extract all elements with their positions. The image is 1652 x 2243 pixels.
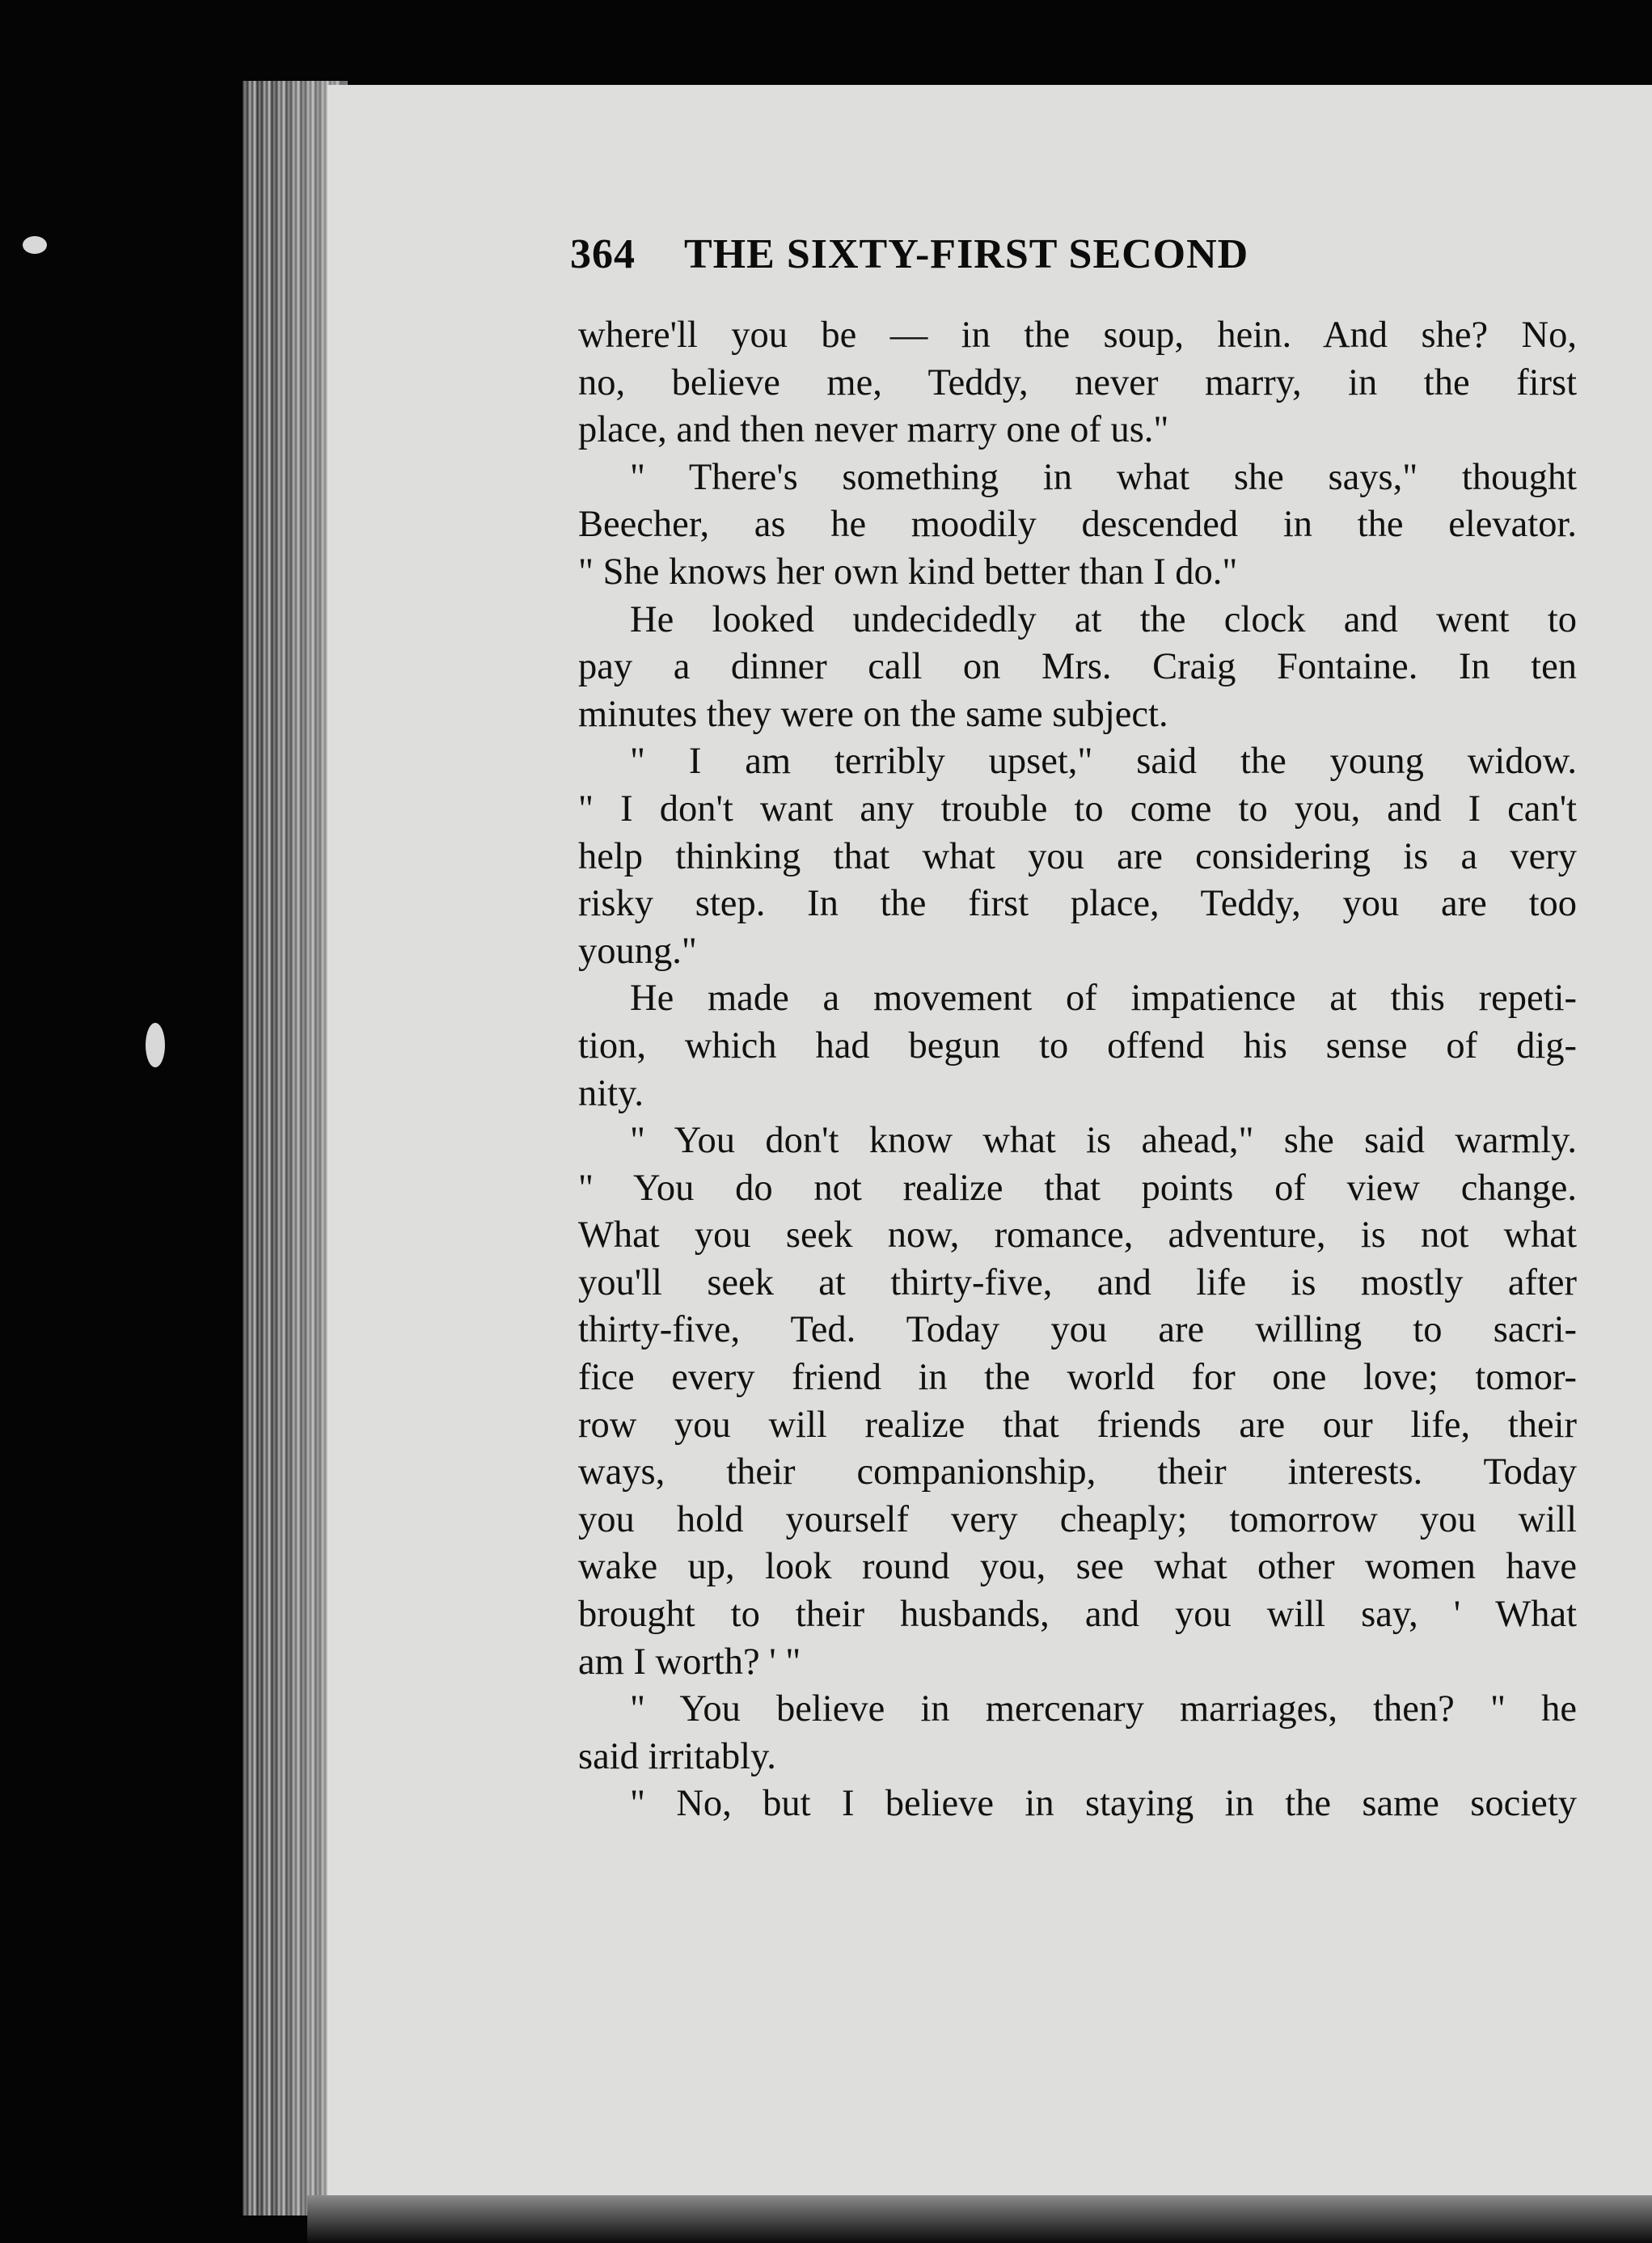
text-line: where'll you be — in the soup, hein. And she? No,	[578, 315, 1577, 356]
text-line: pay a dinner call on Mrs. Craig Fontaine. In ten	[578, 646, 1577, 688]
text-line: " I don't want any trouble to come to you, and I can't	[578, 788, 1577, 830]
text-line: " You don't know what is ahead," she said warmly.	[630, 1120, 1577, 1162]
page-number: 364	[570, 231, 636, 277]
text-line: What you seek now, romance, adventure, is not what	[578, 1214, 1577, 1257]
text-line: said irritably.	[578, 1735, 776, 1777]
text-line: thirty-five, Ted. Today you are willing to sacri-	[578, 1309, 1577, 1351]
text-line: " No, but I believe in staying in the same society	[630, 1783, 1577, 1825]
text-line: brought to their husbands, and you will say, ' What	[578, 1594, 1577, 1636]
text-line: young."	[578, 930, 697, 972]
text-line: nity.	[578, 1072, 644, 1114]
page-bottom-shadow	[307, 2195, 1652, 2243]
text-line: " You do not realize that points of view change.	[578, 1167, 1577, 1209]
text-line: " She knows her own kind better than I do."	[578, 551, 1238, 593]
text-line: wake up, look round you, see what other women have	[578, 1546, 1577, 1588]
text-line: place, and then never marry one of us."	[578, 409, 1169, 451]
running-header	[570, 230, 1581, 287]
text-line: Beecher, as he moodily descended in the elevator.	[578, 504, 1577, 546]
scan-speck	[146, 1023, 165, 1067]
text-line: risky step. In the first place, Teddy, you are too	[578, 883, 1577, 925]
text-line: you'll seek at thirty-five, and life is mostly after	[578, 1261, 1577, 1303]
text-line: you hold yourself very cheaply; tomorrow you will	[578, 1498, 1577, 1540]
text-line: minutes they were on the same subject.	[578, 693, 1168, 735]
text-line: He looked undecidedly at the clock and went to	[630, 598, 1577, 640]
text-line: no, believe me, Teddy, never marry, in the first	[578, 361, 1577, 403]
running-head-title: THE SIXTY-FIRST SECOND	[684, 231, 1249, 277]
text-line: ways, their companionship, their interests. Today	[578, 1451, 1577, 1493]
text-line: tion, which had begun to offend his sense of dig-	[578, 1024, 1577, 1067]
text-line: am I worth? ' "	[578, 1641, 801, 1683]
text-line: " You believe in mercenary marriages, then? " he	[630, 1688, 1577, 1730]
text-line: fice every friend in the world for one love; tomor-	[578, 1357, 1577, 1399]
text-line: row you will realize that friends are our life, their	[578, 1404, 1577, 1446]
text-line: " I am terribly upset," said the young widow.	[630, 741, 1577, 783]
body-text	[578, 312, 1577, 1828]
text-line: help thinking that what you are considering is a very	[578, 835, 1577, 877]
text-line: He made a movement of impatience at this repeti-	[630, 978, 1577, 1020]
text-line: " There's something in what she says," thought	[630, 456, 1577, 498]
scan-speck	[23, 236, 47, 254]
